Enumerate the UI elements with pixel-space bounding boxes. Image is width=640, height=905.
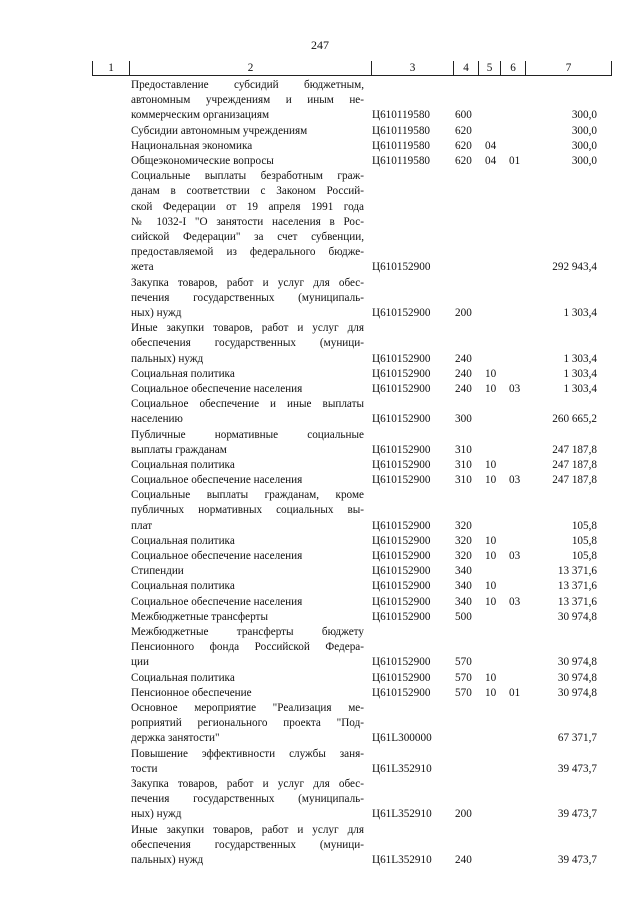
row-name-line: предоставляемой из федерального бюдже- (131, 246, 364, 259)
row-amount: 300,0 (571, 154, 597, 167)
row-col-5: 10 (485, 367, 497, 380)
row-name (131, 321, 364, 367)
row-name (131, 397, 364, 427)
table-row (0, 382, 640, 397)
row-code: Ц610152900 (372, 519, 431, 532)
row-name-line: Социальное обеспечение и иные выплаты (131, 398, 364, 411)
row-name-line: Повышение эффективности службы заня- (131, 747, 364, 760)
row-col-4: 200 (455, 306, 472, 319)
row-col-4: 570 (455, 671, 472, 684)
row-name-line: коммерческим организациям (131, 109, 270, 122)
header-col-3: 3 (372, 61, 454, 75)
row-col-5: 04 (485, 154, 497, 167)
row-col-4: 310 (455, 443, 472, 456)
row-code: Ц61L352910 (372, 808, 432, 821)
row-code: Ц610152900 (372, 565, 431, 578)
row-name (131, 747, 364, 777)
row-name-line: Пенсионного фонда Российской Федера- (131, 641, 364, 654)
row-amount: 105,8 (571, 519, 597, 532)
table-row (0, 367, 640, 382)
row-name-line: держка занятости" (131, 732, 220, 745)
row-col-4: 620 (455, 154, 472, 167)
row-amount: 260 665,2 (552, 413, 597, 426)
row-col-4: 600 (455, 109, 472, 122)
header-col-2: 2 (130, 61, 372, 75)
row-name (131, 671, 364, 686)
row-name (131, 428, 364, 458)
row-code: Ц610152900 (372, 367, 431, 380)
row-code: Ц610152900 (372, 474, 431, 487)
row-amount: 1 303,4 (563, 352, 597, 365)
row-amount: 30 974,8 (557, 671, 597, 684)
row-col-4: 570 (455, 656, 472, 669)
row-col-5: 10 (485, 382, 497, 395)
header-col-4: 4 (454, 61, 479, 75)
row-name (131, 686, 364, 701)
row-name-line: публичных нормативных социальных вы- (131, 504, 364, 517)
row-name (131, 534, 364, 549)
table-row (0, 139, 640, 154)
row-name-line: Социальные выплаты гражданам, кроме (131, 489, 364, 502)
row-amount: 30 974,8 (557, 610, 597, 623)
row-name-line: № 1032-I "О занятости населения в Рос- (131, 215, 364, 228)
row-amount: 67 371,7 (557, 732, 597, 745)
row-name-line: Предоставление субсидий бюджетным, (131, 79, 364, 91)
table-row (0, 777, 640, 823)
row-name-line: Иные закупки товаров, работ и услуг для (131, 823, 364, 836)
row-amount: 105,8 (571, 550, 597, 563)
row-name-line: Социальные выплаты безработным граж- (131, 170, 364, 183)
table-row (0, 610, 640, 625)
row-name-line: Межбюджетные трансферты бюджету (131, 625, 364, 638)
row-name (131, 276, 364, 322)
row-col-5: 10 (485, 550, 497, 563)
row-name-line: Общеэкономические вопросы (131, 154, 274, 167)
row-name-line: сийской Федерации" за счет субвенции, (131, 230, 364, 243)
row-name-line: Пенсионное обеспечение (131, 686, 252, 699)
row-name-line: Публичные нормативные социальные (131, 428, 364, 441)
row-col-6: 01 (509, 154, 521, 167)
row-name-line: Закупка товаров, работ и услуг для обес- (131, 777, 364, 790)
row-name-line: Закупка товаров, работ и услуг для обес- (131, 276, 364, 289)
row-col-4: 240 (455, 382, 472, 395)
row-name (131, 367, 364, 382)
row-code: Ц610119580 (372, 139, 431, 152)
row-code: Ц610152900 (372, 261, 431, 274)
row-name (131, 777, 364, 823)
row-amount: 1 303,4 (563, 382, 597, 395)
row-col-5: 10 (485, 580, 497, 593)
row-col-6: 03 (509, 474, 521, 487)
table-row (0, 686, 640, 701)
row-name (131, 78, 364, 124)
row-name (131, 382, 364, 397)
row-amount: 247 187,8 (552, 474, 597, 487)
row-name (131, 488, 364, 534)
table-row (0, 458, 640, 473)
row-col-4: 300 (455, 413, 472, 426)
row-col-4: 320 (455, 534, 472, 547)
row-col-6: 03 (509, 595, 521, 608)
row-col-4: 240 (455, 367, 472, 380)
row-col-4: 620 (455, 124, 472, 137)
row-amount: 300,0 (571, 109, 597, 122)
row-name-line: Национальная экономика (131, 139, 253, 152)
row-col-4: 320 (455, 519, 472, 532)
row-name-line: Социальная политика (131, 367, 235, 380)
row-code: Ц610152900 (372, 306, 431, 319)
row-name-line: Субсидии автономным учреждениям (131, 124, 308, 137)
row-code: Ц61L300000 (372, 732, 432, 745)
row-col-5: 10 (485, 458, 497, 471)
row-name-line: Социальное обеспечение населения (131, 382, 303, 395)
table-row (0, 579, 640, 594)
row-amount: 30 974,8 (557, 686, 597, 699)
row-name-line: печения государственных (муниципаль- (131, 793, 364, 806)
row-code: Ц610152900 (372, 686, 431, 699)
header-col-6: 6 (501, 61, 526, 75)
row-amount: 13 371,6 (557, 565, 597, 578)
row-col-6: 03 (509, 382, 521, 395)
row-col-4: 320 (455, 550, 472, 563)
row-name-line: ской Федерации от 19 апреля 1991 года (131, 200, 364, 213)
row-code: Ц610152900 (372, 656, 431, 669)
row-code: Ц610152900 (372, 671, 431, 684)
row-name (131, 458, 364, 473)
row-col-5: 04 (485, 139, 497, 152)
row-col-4: 340 (455, 595, 472, 608)
table-row (0, 564, 640, 579)
row-code: Ц610152900 (372, 352, 431, 365)
row-col-5: 10 (485, 686, 497, 699)
row-name-line: Социальная политика (131, 671, 235, 684)
row-code: Ц610119580 (372, 154, 431, 167)
row-amount: 247 187,8 (552, 443, 597, 456)
row-code: Ц610119580 (372, 124, 431, 137)
row-name-line: роприятий регионального проекта "Под- (131, 717, 364, 730)
row-name-line: населению (131, 413, 183, 426)
row-col-4: 340 (455, 565, 472, 578)
row-amount: 13 371,6 (557, 595, 597, 608)
table-row (0, 169, 640, 275)
table-row (0, 78, 640, 124)
row-amount: 39 473,7 (557, 808, 597, 821)
row-name-line: автономным учреждениям и иным не- (131, 94, 364, 107)
row-name-line: обеспечения государственных (муници- (131, 337, 364, 350)
row-col-4: 240 (455, 352, 472, 365)
row-col-5: 10 (485, 595, 497, 608)
row-name-line: Иные закупки товаров, работ и услуг для (131, 322, 364, 335)
row-name (131, 625, 364, 671)
row-amount: 39 473,7 (557, 853, 597, 866)
row-amount: 300,0 (571, 124, 597, 137)
row-name-line: пальных) нужд (131, 352, 204, 365)
row-col-4: 500 (455, 610, 472, 623)
row-name (131, 124, 364, 139)
header-col-5: 5 (479, 61, 501, 75)
row-name-line: жета (131, 261, 154, 274)
row-col-4: 200 (455, 808, 472, 821)
row-code: Ц610152900 (372, 550, 431, 563)
row-name (131, 564, 364, 579)
row-name-line: тости (131, 762, 158, 775)
row-code: Ц610152900 (372, 458, 431, 471)
row-code: Ц61L352910 (372, 853, 432, 866)
row-col-5: 10 (485, 534, 497, 547)
row-name-line: выплаты гражданам (131, 443, 227, 456)
header-col-1: 1 (92, 61, 130, 75)
row-amount: 300,0 (571, 139, 597, 152)
row-code: Ц610152900 (372, 534, 431, 547)
row-name-line: ции (131, 656, 149, 669)
table-row (0, 534, 640, 549)
row-amount: 292 943,4 (552, 261, 597, 274)
row-name (131, 610, 364, 625)
row-code: Ц610152900 (372, 413, 431, 426)
table-row (0, 595, 640, 610)
row-col-5: 10 (485, 474, 497, 487)
row-name-line: Социальное обеспечение населения (131, 595, 303, 608)
row-name (131, 549, 364, 564)
table-row (0, 124, 640, 139)
row-name (131, 473, 364, 488)
row-code: Ц610152900 (372, 595, 431, 608)
row-col-5: 10 (485, 671, 497, 684)
header-col-7: 7 (526, 61, 612, 75)
row-name (131, 139, 364, 154)
row-amount: 105,8 (571, 534, 597, 547)
row-name-line: пальных) нужд (131, 853, 204, 866)
row-col-4: 310 (455, 474, 472, 487)
table-row (0, 747, 640, 777)
row-name (131, 823, 364, 869)
row-name-line: ных) нужд (131, 306, 182, 319)
row-name-line: обеспечения государственных (муници- (131, 838, 364, 851)
row-col-4: 240 (455, 853, 472, 866)
budget-table-body (0, 78, 640, 868)
table-row (0, 671, 640, 686)
table-row (0, 473, 640, 488)
row-amount: 13 371,6 (557, 580, 597, 593)
row-name-line: Социальная политика (131, 458, 235, 471)
table-row (0, 154, 640, 169)
row-name-line: Социальная политика (131, 534, 235, 547)
row-code: Ц610152900 (372, 382, 431, 395)
row-name-line: Социальная политика (131, 580, 235, 593)
row-name-line: данам в соответствии с Законом Россий- (131, 185, 364, 198)
row-name-line: ных) нужд (131, 808, 182, 821)
row-code: Ц610152900 (372, 443, 431, 456)
row-amount: 1 303,4 (563, 367, 597, 380)
row-name (131, 169, 364, 275)
table-row (0, 701, 640, 747)
row-code: Ц610152900 (372, 610, 431, 623)
table-header (92, 61, 612, 76)
row-amount: 30 974,8 (557, 656, 597, 669)
row-name-line: Социальное обеспечение населения (131, 550, 303, 563)
row-col-4: 620 (455, 139, 472, 152)
table-row (0, 276, 640, 322)
row-name (131, 701, 364, 747)
row-col-6: 03 (509, 550, 521, 563)
table-row (0, 321, 640, 367)
row-amount: 247 187,8 (552, 458, 597, 471)
table-row (0, 823, 640, 869)
row-col-4: 310 (455, 458, 472, 471)
row-amount: 39 473,7 (557, 762, 597, 775)
row-name-line: Основное мероприятие "Реализация ме- (131, 701, 364, 714)
row-name-line: Межбюджетные трансферты (131, 610, 268, 623)
table-row (0, 549, 640, 564)
table-row (0, 397, 640, 427)
row-code: Ц610152900 (372, 580, 431, 593)
row-name-line: Социальное обеспечение населения (131, 474, 303, 487)
row-name-line: Стипендии (131, 565, 184, 578)
row-col-4: 340 (455, 580, 472, 593)
row-name (131, 579, 364, 594)
row-name-line: печения государственных (муниципаль- (131, 291, 364, 304)
row-code: Ц61L352910 (372, 762, 432, 775)
row-col-6: 01 (509, 686, 521, 699)
row-name (131, 595, 364, 610)
row-name (131, 154, 364, 169)
table-row (0, 488, 640, 534)
page-number: 247 (311, 38, 329, 52)
row-amount: 1 303,4 (563, 306, 597, 319)
row-name-line: плат (131, 519, 153, 532)
table-row (0, 428, 640, 458)
row-code: Ц610119580 (372, 109, 431, 122)
table-row (0, 625, 640, 671)
row-col-4: 570 (455, 686, 472, 699)
